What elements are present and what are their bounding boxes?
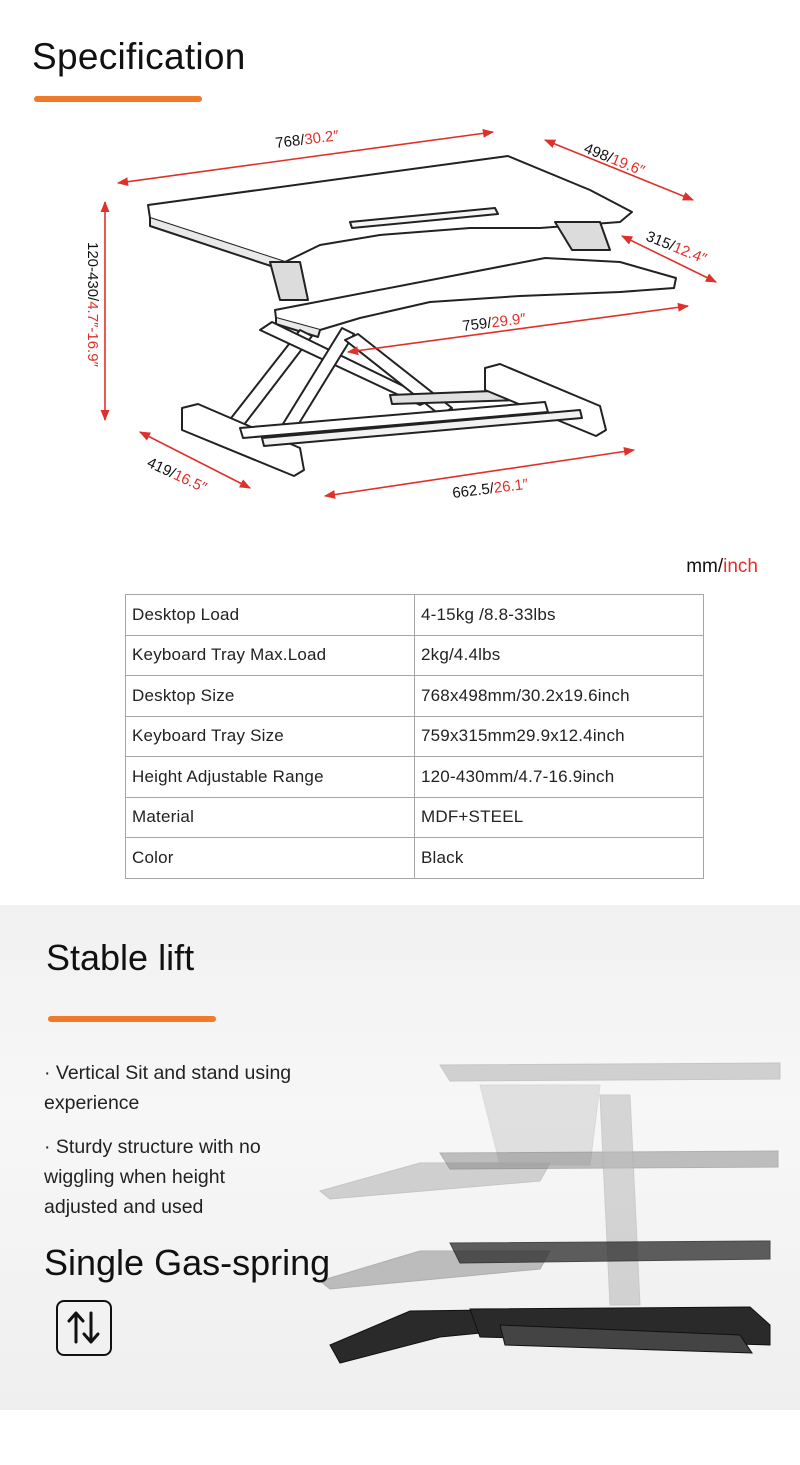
- list-item: · Vertical Sit and stand using experience: [44, 1062, 292, 1114]
- table-row: [126, 838, 704, 879]
- table-row: [126, 635, 704, 676]
- feature-list: [44, 1058, 304, 1236]
- dim-base-depth: 419/16.5″: [144, 454, 210, 497]
- stable-lift-heading: Stable lift: [46, 937, 195, 978]
- spec-label: Desktop Size: [126, 676, 415, 717]
- unit-legend: [686, 556, 758, 578]
- table-row: [126, 757, 704, 798]
- specification-heading: Specification: [32, 36, 246, 77]
- dim-depth-top: 498/19.6″: [581, 139, 647, 180]
- dim-base-width: 662.5/26.1″: [451, 475, 530, 502]
- spec-value: 4-15kg /8.8-33lbs: [415, 595, 704, 636]
- spec-label: Material: [126, 797, 415, 838]
- spec-label: Color: [126, 838, 415, 879]
- unit-mm: mm/: [686, 556, 724, 577]
- spec-label: Keyboard Tray Max.Load: [126, 635, 415, 676]
- gas-spring-heading: Single Gas-spring: [44, 1242, 331, 1283]
- table-row: [126, 595, 704, 636]
- dim-height: 120-430/4.7″-16.9″: [84, 242, 101, 367]
- spec-label: Desktop Load: [126, 595, 415, 636]
- table-row: [126, 676, 704, 717]
- table-row: [126, 716, 704, 757]
- desk-dimension-diagram: [0, 0, 800, 540]
- spec-value: Black: [415, 838, 704, 879]
- dim-tray-depth: 315/12.4″: [643, 227, 709, 268]
- stable-lift-section: [0, 905, 800, 1410]
- dim-tray-width: 759/29.9″: [461, 310, 527, 335]
- spec-value: 759x315mm29.9x12.4inch: [415, 716, 704, 757]
- spec-label: Keyboard Tray Size: [126, 716, 415, 757]
- specification-table: [125, 594, 704, 879]
- heading-accent-bar: [48, 1016, 216, 1022]
- up-down-arrows-icon: [56, 1300, 112, 1356]
- spec-value: 120-430mm/4.7-16.9inch: [415, 757, 704, 798]
- table-row: [126, 797, 704, 838]
- spec-label: Height Adjustable Range: [126, 757, 415, 798]
- list-item: · Sturdy structure with no wiggling when height adjusted and used: [44, 1136, 261, 1218]
- dim-width-top: 768/30.2″: [274, 127, 340, 152]
- unit-inch: inch: [723, 556, 758, 577]
- spec-value: MDF+STEEL: [415, 797, 704, 838]
- spec-value: 768x498mm/30.2x19.6inch: [415, 676, 704, 717]
- spec-value: 2kg/4.4lbs: [415, 635, 704, 676]
- desk-positions-image: [300, 1045, 800, 1465]
